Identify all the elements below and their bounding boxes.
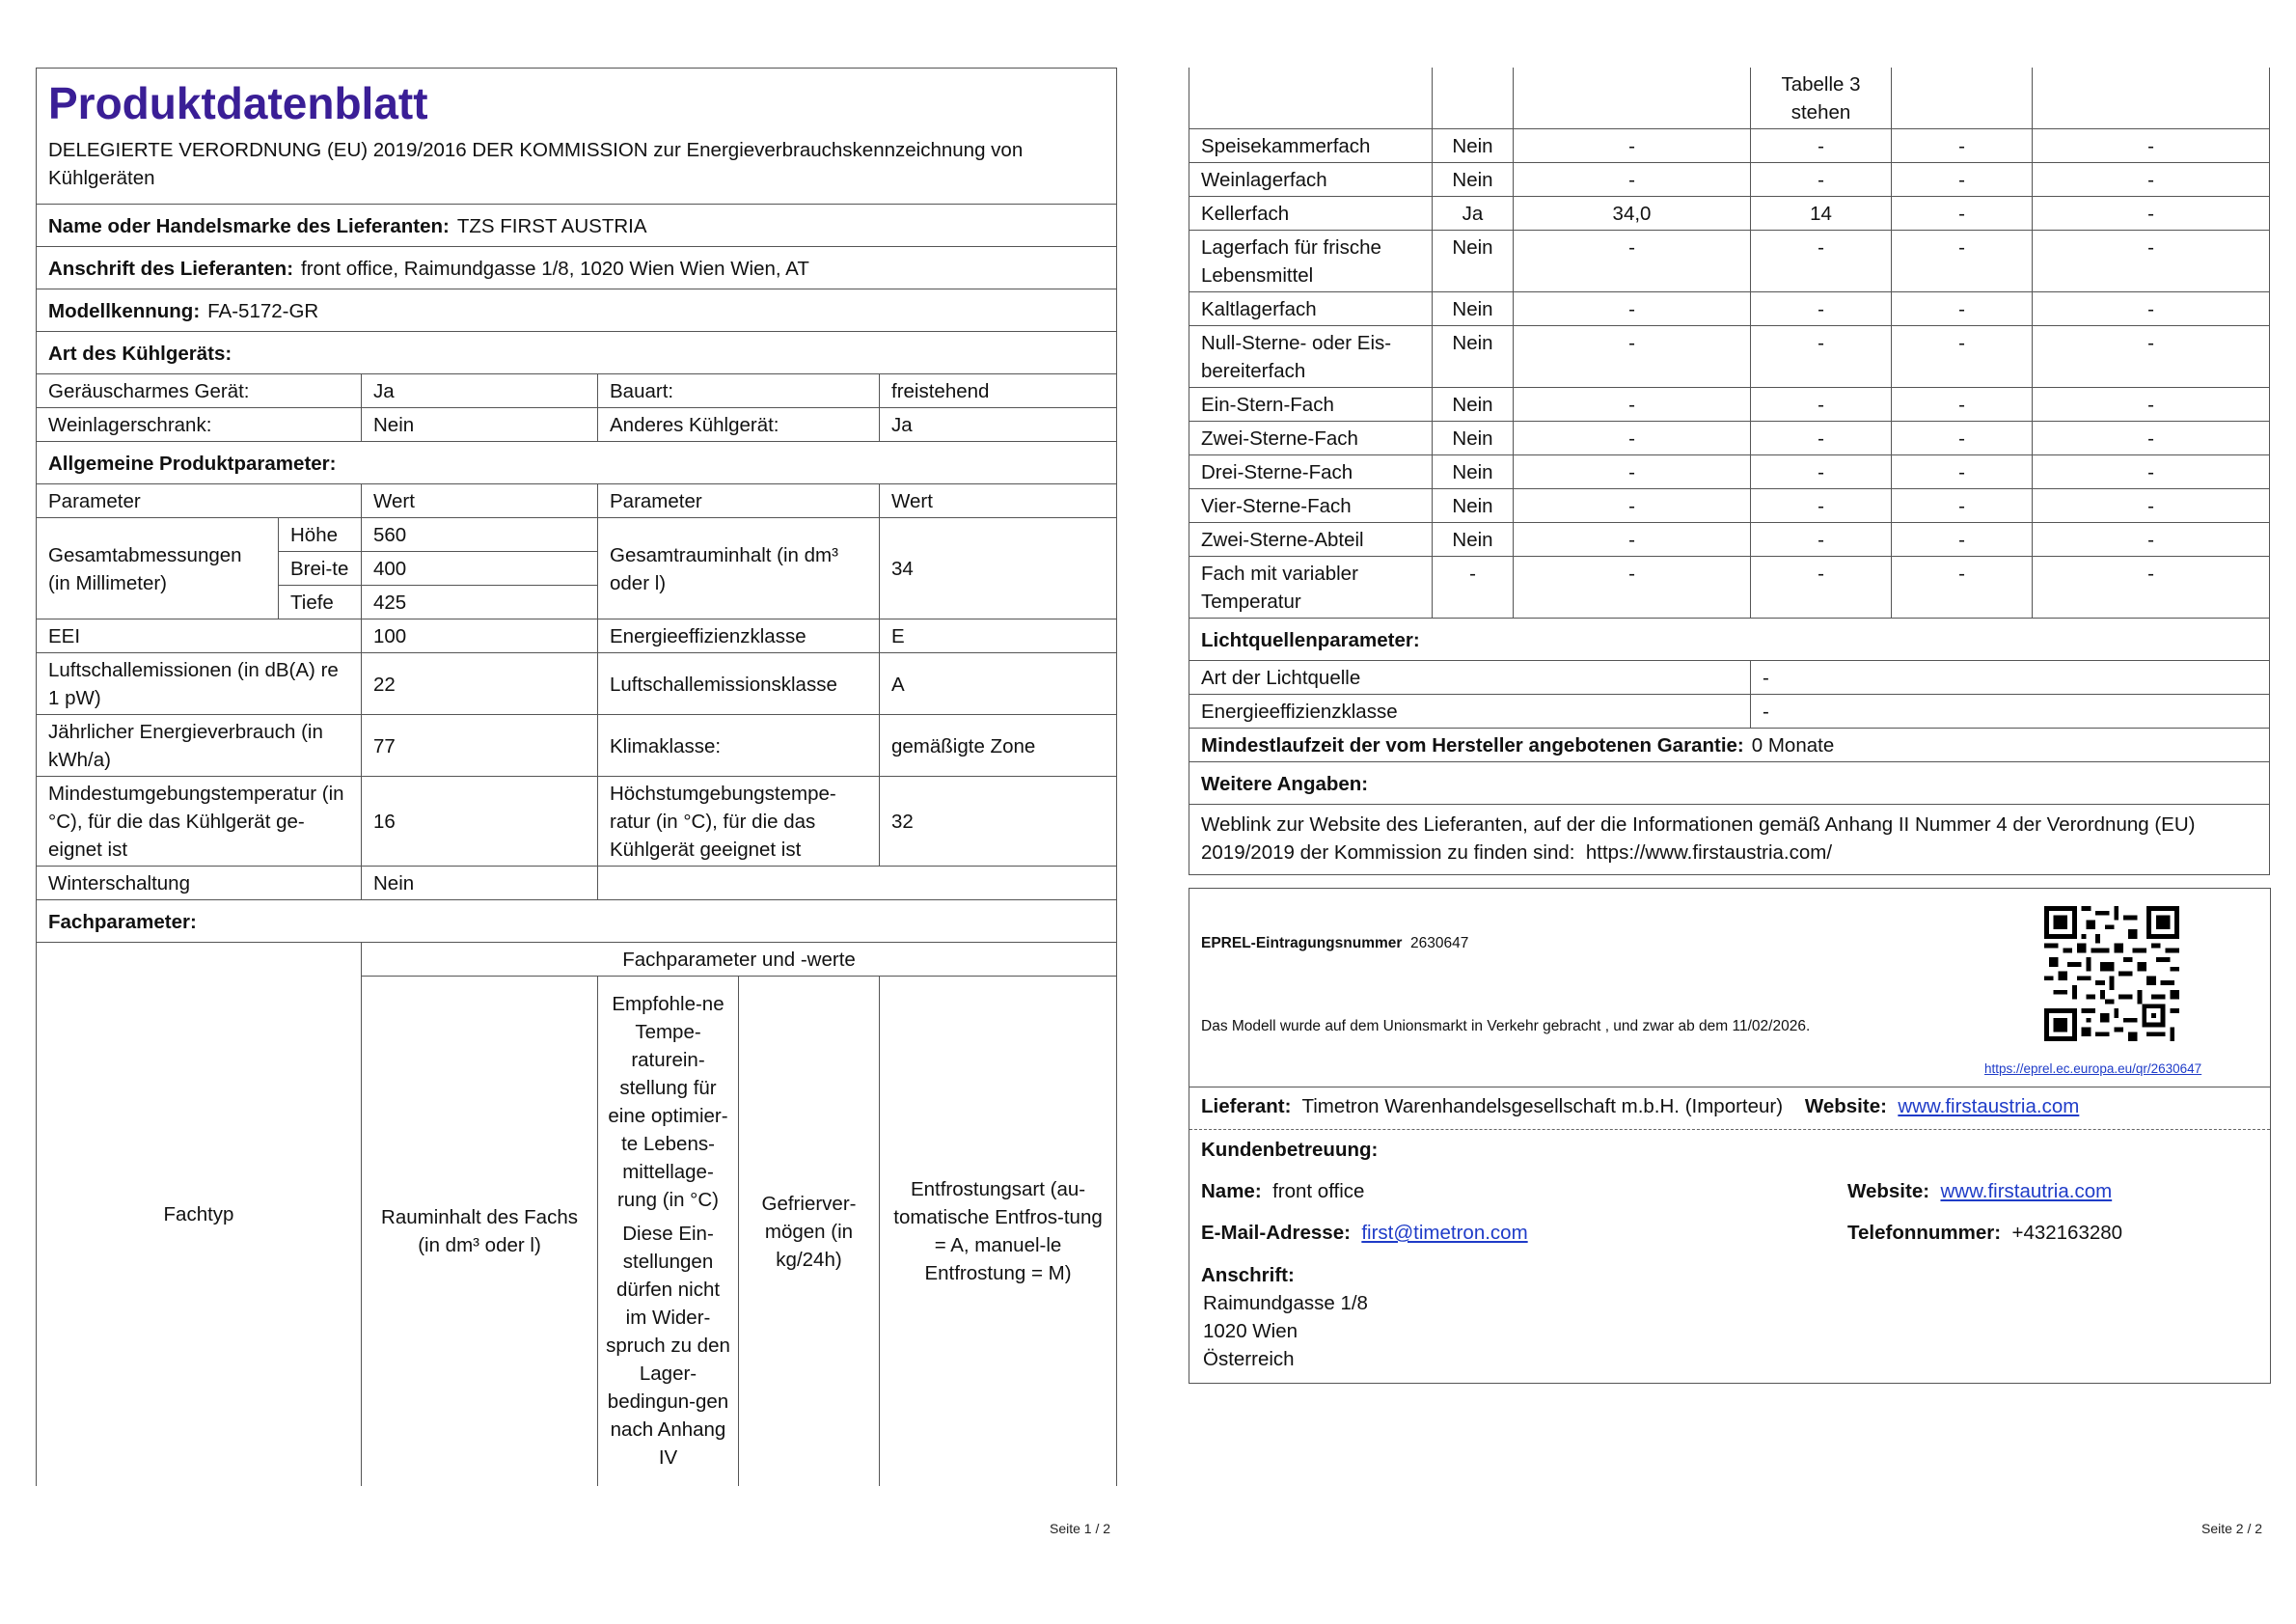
compartment-freeze: - <box>1892 292 2033 326</box>
width-value: 400 <box>362 552 598 586</box>
compartment-row <box>1189 557 2270 619</box>
param-value: 16 <box>362 777 598 867</box>
param-key: Höchstumgebungstempe-ratur (in °C), für die das Kühlgerät geeignet ist <box>598 777 880 867</box>
page-title: Produktdatenblatt <box>48 78 428 128</box>
compartment-row <box>1189 326 2270 388</box>
compartment-name: Lagerfach für frische Lebensmittel <box>1189 231 1433 292</box>
height-label: Höhe <box>279 518 362 552</box>
qr-url-link[interactable]: https://eprel.ec.europa.eu/qr/2630647 <box>1984 1061 2202 1076</box>
website-link[interactable]: www.firstaustria.com <box>1898 1095 2080 1117</box>
compartment-temp: - <box>1751 231 1892 292</box>
compartment-volume: - <box>1514 489 1751 523</box>
param-value: 32 <box>880 777 1117 867</box>
supplier-address-label: Anschrift des Lieferanten: <box>48 257 294 280</box>
page-number: Seite 1 / 2 <box>1050 1521 1111 1536</box>
comp-col-volume: Rauminhalt des Fachs (in dm³ oder l) <box>362 977 598 1486</box>
empty-cell <box>1433 68 1514 129</box>
param-key: Klimaklasse: <box>598 715 880 777</box>
empty-cell <box>598 867 1117 900</box>
compartment-name: Zwei-Sterne-Abteil <box>1189 523 1433 557</box>
eprel-reg-number: 2630647 <box>1410 935 1469 951</box>
model-row <box>37 289 1117 332</box>
compartment-row <box>1189 292 2270 326</box>
comp-col-type: Fachtyp <box>37 943 362 1486</box>
type-key: Anderes Kühlgerät: <box>598 408 880 442</box>
compartment-temp: - <box>1751 388 1892 422</box>
type-value: Ja <box>362 374 598 408</box>
winter-label: Winterschaltung <box>37 867 362 900</box>
eprel-reg-label: EPREL-Eintragungsnummer <box>1201 935 1403 951</box>
compartment-present: Nein <box>1433 523 1514 557</box>
compartment-row <box>1189 129 2270 163</box>
compartment-freeze: - <box>1892 557 2033 619</box>
column-header: Parameter <box>598 484 880 518</box>
type-key: Weinlagerschrank: <box>37 408 362 442</box>
qr-url[interactable] <box>1984 1055 2201 1083</box>
compartment-name: Drei-Sterne-Fach <box>1189 455 1433 489</box>
market-date-text: Das Modell wurde auf dem Unionsmarkt in Verkehr gebracht , und zwar ab dem 11/02/2026. <box>1201 1018 1811 1034</box>
support-name-label: Name: <box>1201 1180 1262 1202</box>
supplier-address: front office, Raimundgasse 1/8, 1020 Wien Wien Wien, AT <box>301 257 809 280</box>
type-key: Geräuscharmes Gerät: <box>37 374 362 408</box>
model-label: Modellkennung: <box>48 299 201 322</box>
phone-value: +432163280 <box>2011 1222 2123 1244</box>
type-value: freistehend <box>880 374 1117 408</box>
compartment-volume: - <box>1514 326 1751 388</box>
compartment-present: Nein <box>1433 489 1514 523</box>
support-heading: Kundenbetreuung: <box>1201 1139 1379 1161</box>
more-heading: Weitere Angaben: <box>1189 762 2270 805</box>
compartment-defrost: - <box>2033 557 2270 619</box>
compartment-name: Ein-Stern-Fach <box>1189 388 1433 422</box>
email-row <box>1201 1219 1528 1247</box>
compartment-present: Nein <box>1433 455 1514 489</box>
supplier-name: TZS FIRST AUSTRIA <box>456 214 647 237</box>
compartment-defrost: - <box>2033 197 2270 231</box>
page-1 <box>36 68 1116 1486</box>
volume-label: Gesamtrauminhalt (in dm³ oder l) <box>598 518 880 619</box>
compartment-name: Zwei-Sterne-Fach <box>1189 422 1433 455</box>
support-name-row <box>1201 1177 1364 1205</box>
compartment-temp: - <box>1751 326 1892 388</box>
compartment-temp: 14 <box>1751 197 1892 231</box>
compartment-defrost: - <box>2033 489 2270 523</box>
compartment-freeze: - <box>1892 129 2033 163</box>
param-value: 100 <box>362 619 598 653</box>
dimensions-label: Gesamtabmessungen (in Millimeter) <box>37 518 279 619</box>
compartment-defrost: - <box>2033 326 2270 388</box>
compartment-present: Nein <box>1433 129 1514 163</box>
column-header: Wert <box>362 484 598 518</box>
support-website-row <box>1847 1177 2112 1205</box>
general-heading: Allgemeine Produktparameter: <box>37 442 1117 484</box>
compartment-volume: - <box>1514 455 1751 489</box>
compartment-temp: - <box>1751 129 1892 163</box>
light-type-label: Art der Lichtquelle <box>1189 661 1751 695</box>
type-value: Ja <box>880 408 1117 442</box>
supplier-row <box>1201 1092 2079 1120</box>
volume-value: 34 <box>880 518 1117 619</box>
compartment-volume: - <box>1514 231 1751 292</box>
compartment-name: Vier-Sterne-Fach <box>1189 489 1433 523</box>
email-link[interactable]: first@timetron.com <box>1361 1222 1528 1244</box>
website-label: Website: <box>1804 1095 1887 1117</box>
type-key: Bauart: <box>598 374 880 408</box>
light-class-value: - <box>1751 695 2270 729</box>
compartment-defrost: - <box>2033 422 2270 455</box>
regulation-subtitle: DELEGIERTE VERORDNUNG (EU) 2019/2016 DER KOMMISSION zur Energieverbrauchskennzeichnung von Kühlgeräten <box>48 139 1024 189</box>
support-name: front office <box>1272 1180 1365 1202</box>
compartment-defrost: - <box>2033 455 2270 489</box>
page-number: Seite 2 / 2 <box>2201 1521 2263 1536</box>
address-label: Anschrift: <box>1201 1264 1295 1286</box>
compartment-volume: 34,0 <box>1514 197 1751 231</box>
compartment-temp: - <box>1751 557 1892 619</box>
param-key: Energieeffizienzklasse <box>598 619 880 653</box>
column-header: Wert <box>880 484 1117 518</box>
param-value: A <box>880 653 1117 715</box>
compartment-volume: - <box>1514 557 1751 619</box>
winter-value: Nein <box>362 867 598 900</box>
compartment-defrost: - <box>2033 163 2270 197</box>
compartment-freeze: - <box>1892 422 2033 455</box>
compartment-table <box>1189 68 2270 875</box>
compartment-present: Nein <box>1433 292 1514 326</box>
param-key: EEI <box>37 619 362 653</box>
datasheet-table <box>36 68 1117 1486</box>
compartment-name: Null-Sterne- oder Eis-bereiterfach <box>1189 326 1433 388</box>
comp-col-defrost: Entfrostungsart (au-tomatische Entfros-tung = A, manuel-le Entfrostung = M) <box>880 977 1117 1486</box>
param-value: E <box>880 619 1117 653</box>
compartment-defrost: - <box>2033 231 2270 292</box>
compartment-name: Weinlagerfach <box>1189 163 1433 197</box>
qr-code-icon[interactable] <box>2044 906 2179 1041</box>
dashed-divider <box>1189 1129 2270 1130</box>
depth-label: Tiefe <box>279 586 362 619</box>
compartment-volume: - <box>1514 523 1751 557</box>
continued-note: Tabelle 3 stehen <box>1751 68 1892 129</box>
param-value: gemäßigte Zone <box>880 715 1117 777</box>
eprel-reg-row <box>1201 929 1468 957</box>
compartment-freeze: - <box>1892 163 2033 197</box>
header-cell <box>37 69 1117 205</box>
compartment-present: Nein <box>1433 388 1514 422</box>
compartment-defrost: - <box>2033 523 2270 557</box>
warranty-label: Mindestlaufzeit der vom Hersteller angebotenen Garantie: <box>1201 734 1744 757</box>
compartment-name: Speisekammerfach <box>1189 129 1433 163</box>
compartment-name: Kaltlagerfach <box>1189 292 1433 326</box>
empty-cell <box>1189 68 1433 129</box>
compartment-defrost: - <box>2033 129 2270 163</box>
weblink-url: https://www.firstaustria.com/ <box>1585 841 1833 864</box>
compartment-present: Nein <box>1433 231 1514 292</box>
support-website-label: Website: <box>1847 1180 1930 1202</box>
compartment-freeze: - <box>1892 523 2033 557</box>
compartment-rows <box>1189 129 2270 619</box>
compartment-temp: - <box>1751 163 1892 197</box>
compartment-row <box>1189 388 2270 422</box>
page-2 <box>1189 68 2269 875</box>
width-label: Brei-te <box>279 552 362 586</box>
depth-value: 425 <box>362 586 598 619</box>
supplier-value: Timetron Warenhandelsgesellschaft m.b.H. (Importeur) <box>1301 1095 1784 1117</box>
compartment-volume: - <box>1514 292 1751 326</box>
param-key: Jährlicher Energieverbrauch (in kWh/a) <box>37 715 362 777</box>
compartment-present: Nein <box>1433 163 1514 197</box>
compartment-row <box>1189 523 2270 557</box>
phone-row <box>1847 1219 2122 1247</box>
comp-col-temp <box>598 977 739 1486</box>
supplier-name-row <box>37 205 1117 247</box>
compartment-temp: - <box>1751 422 1892 455</box>
support-website-link[interactable]: www.firstautria.com <box>1940 1180 2113 1202</box>
compartment-volume: - <box>1514 129 1751 163</box>
supplier-label: Lieferant: <box>1201 1095 1292 1117</box>
column-header: Parameter <box>37 484 362 518</box>
type-value: Nein <box>362 408 598 442</box>
param-value: 22 <box>362 653 598 715</box>
eprel-box <box>1189 888 2271 1384</box>
supplier-name-label: Name oder Handelsmarke des Lieferanten: <box>48 214 450 237</box>
phone-label: Telefonnummer: <box>1847 1222 2002 1244</box>
comp-col-temp-note: Diese Ein-stellungen dürfen nicht im Wider-spruch zu den Lager-bedingun-gen nach Anhang IV <box>606 1223 730 1470</box>
address-line: Raimundgasse 1/8 <box>1203 1292 1368 1314</box>
empty-cell <box>1514 68 1751 129</box>
compartment-freeze: - <box>1892 455 2033 489</box>
compartment-row <box>1189 163 2270 197</box>
param-key: Luftschallemissionen (in dB(A) re 1 pW) <box>37 653 362 715</box>
compartment-present: Nein <box>1433 326 1514 388</box>
type-heading: Art des Kühlgeräts: <box>37 332 1117 374</box>
compartment-freeze: - <box>1892 231 2033 292</box>
compartment-freeze: - <box>1892 489 2033 523</box>
height-value: 560 <box>362 518 598 552</box>
compartment-freeze: - <box>1892 326 2033 388</box>
weblink-text: Weblink zur Website des Lieferanten, auf der die Informationen gemäß Anhang II Nummer 4 der Verordnung (EU) 2019/2019 der Kommission zu finden sind: <box>1201 813 2196 864</box>
compartment-name: Kellerfach <box>1189 197 1433 231</box>
warranty-row <box>1189 729 2270 762</box>
comp-col-freeze: Gefrierver-mögen (in kg/24h) <box>739 977 880 1486</box>
empty-cell <box>1892 68 2033 129</box>
compartment-volume: - <box>1514 163 1751 197</box>
light-type-value: - <box>1751 661 2270 695</box>
address-line: 1020 Wien <box>1203 1320 1298 1342</box>
compartment-present: - <box>1433 557 1514 619</box>
light-class-label: Energieeffizienzklasse <box>1189 695 1751 729</box>
supplier-address-row <box>37 247 1117 289</box>
comp-group-header: Fachparameter und -werte <box>362 943 1117 977</box>
compartment-row <box>1189 197 2270 231</box>
light-heading: Lichtquellenparameter: <box>1189 619 2270 661</box>
compartment-row <box>1189 231 2270 292</box>
compartment-volume: - <box>1514 388 1751 422</box>
weblink-row <box>1189 805 2270 875</box>
param-value: 77 <box>362 715 598 777</box>
comp-col-temp-text: Empfohle-ne Tempe-raturein-stellung für eine optimier-te Lebens-mittellage-rung (in °C) <box>608 993 728 1212</box>
compartment-temp: - <box>1751 455 1892 489</box>
empty-cell <box>2033 68 2270 129</box>
compartment-row <box>1189 455 2270 489</box>
model-id: FA-5172-GR <box>207 299 319 322</box>
compartment-freeze: - <box>1892 388 2033 422</box>
compartment-row <box>1189 489 2270 523</box>
email-label: E-Mail-Adresse: <box>1201 1222 1351 1244</box>
compartment-freeze: - <box>1892 197 2033 231</box>
param-key: Mindestumgebungstemperatur (in °C), für die das Kühlgerät ge-eignet ist <box>37 777 362 867</box>
compartment-temp: - <box>1751 292 1892 326</box>
compartment-volume: - <box>1514 422 1751 455</box>
compartment-defrost: - <box>2033 388 2270 422</box>
compartment-heading: Fachparameter: <box>37 900 1117 943</box>
compartment-present: Nein <box>1433 422 1514 455</box>
address-line: Österreich <box>1203 1348 1295 1370</box>
compartment-temp: - <box>1751 489 1892 523</box>
compartment-present: Ja <box>1433 197 1514 231</box>
warranty-value: 0 Monate <box>1751 734 1835 757</box>
compartment-row <box>1189 422 2270 455</box>
compartment-defrost: - <box>2033 292 2270 326</box>
param-key: Luftschallemissionsklasse <box>598 653 880 715</box>
compartment-name: Fach mit variabler Temperatur <box>1189 557 1433 619</box>
compartment-temp: - <box>1751 523 1892 557</box>
